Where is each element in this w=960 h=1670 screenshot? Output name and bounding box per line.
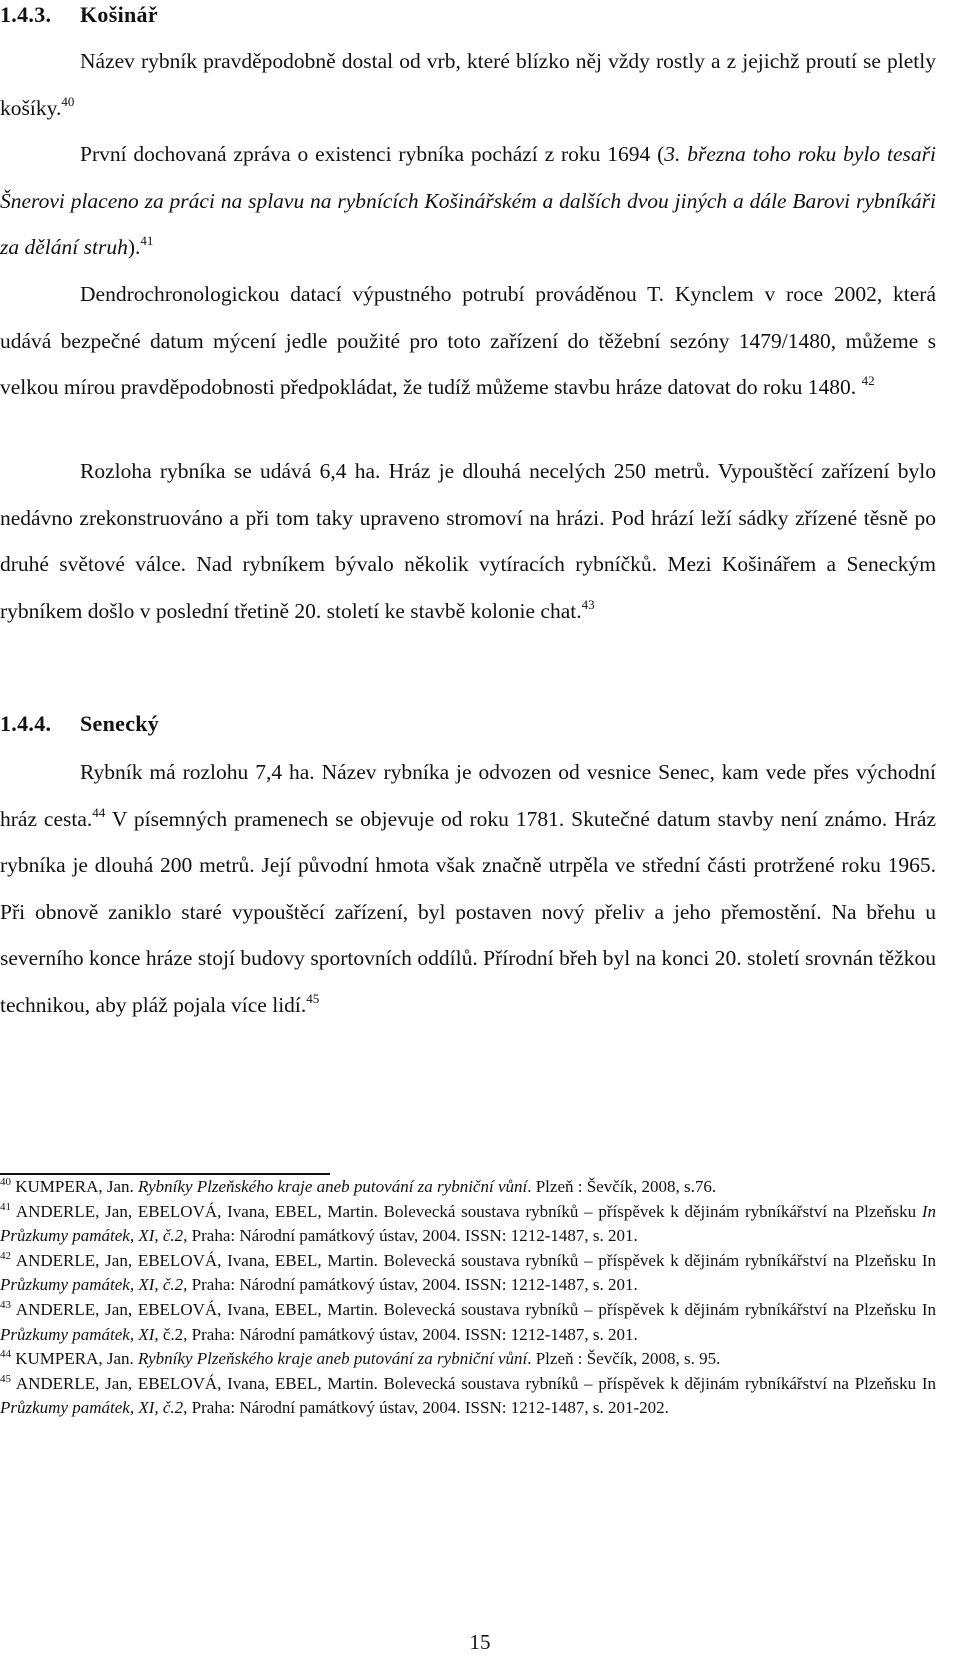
paragraph-senecky [0,749,936,1028]
footnote-text: Praha: Národní památkový ústav, 2004. ISSN: 1212-1487, s. 201. [187,1275,638,1295]
footnote-number: 44 [0,1348,11,1361]
paragraph-area-dam [0,448,936,634]
footnote [0,1372,936,1421]
footnote-text: ANDERLE, Jan, EBELOVÁ, Ivana, EBEL, Martin. Bolevecká soustava rybníků – příspěvek k dějinám rybníkářství na Plzeňsku [15,1201,922,1221]
footnote-text: ANDERLE, Jan, EBELOVÁ, Ivana, EBEL, Martin. Bolevecká soustava rybníků – příspěvek k dějinám rybníkářství na Plzeňsku In [15,1299,937,1319]
footnote-title: In Průzkumy památek, XI, č.2 [0,1201,936,1246]
page-number: 15 [469,1630,491,1654]
footnote-reference: 42 [861,373,875,388]
footnote-text: , Praha: Národní památkový ústav, 2004. ISSN: 1212-1487, s. 201-202. [183,1398,669,1418]
section-number: 1.4.4. [0,711,52,736]
footnote-text: ANDERLE, Jan, EBELOVÁ, Ivana, EBEL, Martin. Bolevecká soustava rybníků – příspěvek k dějinám rybníkářství na Plzeňsku In [15,1373,937,1393]
paragraph-text: Rozloha rybníka se udává 6,4 ha. Hráz je dlouhá necelých 250 metrů. Vypouštěcí zařízení bylo nedávno zrekonstruováno a při tom taky upraveno stromoví na hrázi. Pod hrází leží sádky zřízené těsně po druhé světové válce. Nad rybníkem bývalo několik vytíracích rybníčků. Mezi Košinářem a Seneckým rybníkem došlo v poslední třetině 20. století ke stavbě kolonie chat. [0,459,936,623]
paragraph-text: Dendrochronologickou datací výpustného potrubí prováděnou T. Kynclem v roce 2002, která udává bezpečné datum mýcení jedle použité pro toto zařízení do těžební sezóny 1479/1480, můžeme s velkou mírou pravděpodobnosti předpokládat, že tudíž můžeme stavbu hráze datovat do roku 1480. [0,282,936,399]
footnote [0,1347,936,1372]
historical-quote: 3. března toho roku bylo tesaři Šnerovi placeno za práci na splavu na rybnících Košinářském a dalších dvou jiných a dále Barovi rybníkáři za dělání struh [0,142,936,259]
footnote-number: 42 [0,1249,11,1262]
footnote-text: , č.2, Praha: Národní památkový ústav, 2004. ISSN: 1212-1487, s. 201. [154,1324,638,1344]
footnote-reference: 40 [61,93,75,109]
footnote-title: Rybníky Plzeňského kraje aneb putování za rybniční vůní [138,1349,528,1369]
footnote-title: Průzkumy památek, XI, č.2 [0,1398,184,1418]
footnote-title: Průzkumy památek, XI [0,1324,155,1344]
paragraph-first-record [0,131,936,271]
footnote-text: KUMPERA, Jan. [15,1177,139,1196]
paragraph-name-origin [0,38,936,131]
section-title: Senecký [80,711,160,736]
footnote-reference: 43 [581,596,595,612]
footnote-reference: 41 [140,233,154,248]
paragraph-text: První dochovaná zpráva o existenci rybníka pochází z roku 1694 ( [80,142,665,166]
footnote-text: KUMPERA, Jan. [15,1349,139,1369]
section-heading-kosinar [0,2,158,28]
section-title: Košinář [80,2,158,27]
footnote-title: Průzkumy památek, XI, č.2, [0,1275,188,1295]
footnote-number: 41 [0,1200,11,1213]
paragraph-text: ). [127,235,141,259]
footnotes [0,1175,936,1421]
paragraph-text: Rybník má rozlohu 7,4 ha. Název rybníka je odvozen od vesnice Senec, kam vede přes východní hráz cesta. [0,760,936,831]
footnote-text: . Plzeň : Ševčík, 2008, s.76. [527,1177,717,1196]
footnote-text: ANDERLE, Jan, EBELOVÁ, Ivana, EBEL, Martin. Bolevecká soustava rybníků – příspěvek k dějinám rybníkářství na Plzeňsku In [15,1250,937,1270]
footnote-text: . Plzeň : Ševčík, 2008, s. 95. [527,1349,721,1369]
paragraph-text: V písemných pramenech se objevuje od roku 1781. Skutečné datum stavby není známo. Hráz rybníka je dlouhá 200 metrů. Její původní hmota však značně utrpěla ve střední části protržené roku 1965. Při obnově zaniklo staré vypouštěcí zařízení, byl postaven nový přeliv a jeho přemostění. Na břehu u severního konce hráze stojí budovy sportovních oddílů. Přírodní břeh byl na konci 20. století srovnán těžkou technikou, aby pláž pojala více lidí. [0,806,936,1017]
footnote [0,1298,936,1347]
footnote-reference: 44 [92,804,106,820]
paragraph-dendrochronology [0,271,936,411]
paragraph-text: Název rybník pravděpodobně dostal od vrb, které blízko něj vždy rostly a z jejichž proutí se pletly košíky. [0,49,936,120]
section-number: 1.4.3. [0,2,52,27]
footnote-number: 40 [0,1176,11,1188]
footnote-number: 43 [0,1298,11,1311]
section-heading-senecky [0,711,159,737]
footnote [0,1249,936,1298]
footnote-text: , Praha: Národní památkový ústav, 2004. ISSN: 1212-1487, s. 201. [183,1226,638,1246]
footnote-title: Rybníky Plzeňského kraje aneb putování za rybniční vůní [138,1177,528,1196]
footnote [0,1200,936,1249]
footnote [0,1175,936,1200]
footnote-number: 45 [0,1372,11,1385]
footnote-reference: 45 [306,990,320,1006]
